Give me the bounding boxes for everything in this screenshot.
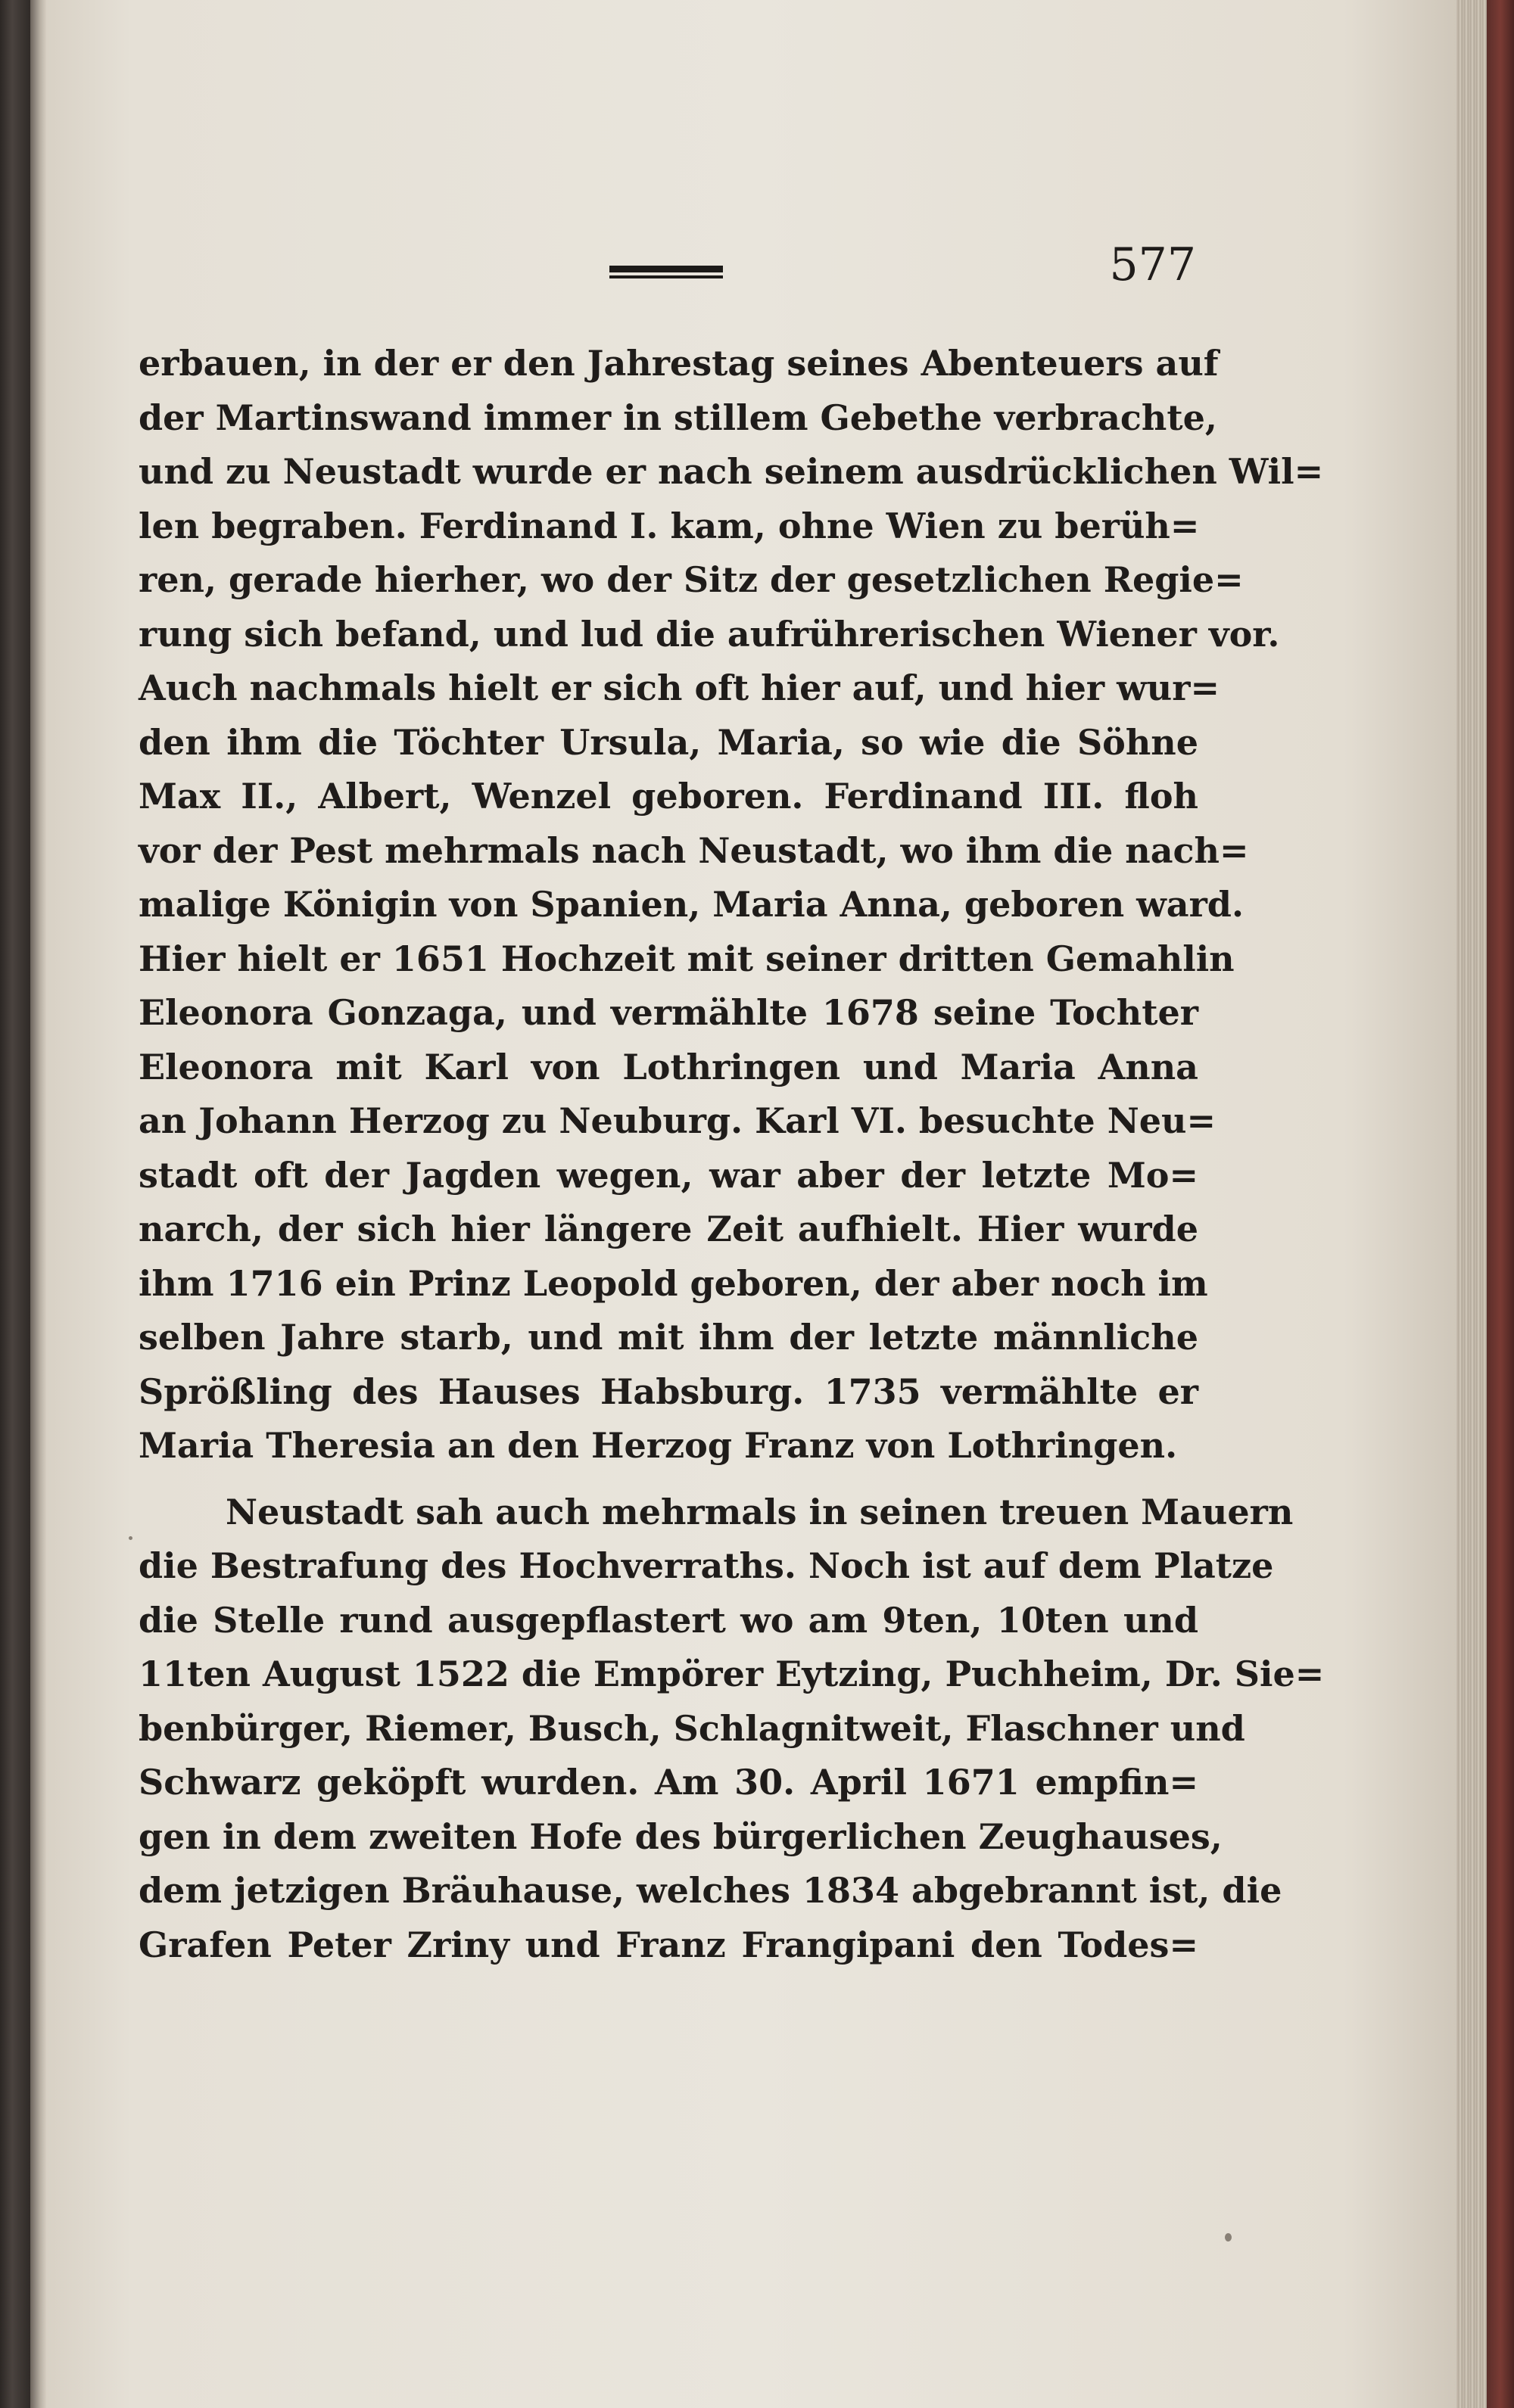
text-line: Eleonora Gonzaga, und vermählte 1678 seine Tochter — [139, 992, 1198, 1033]
paragraph-gap — [139, 1473, 1198, 1486]
header-rule-thick — [609, 266, 723, 272]
text-line: benbürger, Riemer, Busch, Schlagnitweit, Flaschner und — [139, 1707, 1245, 1749]
text-line: vor der Pest mehrmals nach Neustadt, wo ihm die nach= — [139, 829, 1249, 871]
text-line: narch, der sich hier längere Zeit aufhielt. Hier wurde — [139, 1209, 1198, 1249]
text-line: Auch nachmals hielt er sich oft hier auf, und hier wur= — [139, 667, 1220, 708]
text-line: 11ten August 1522 die Empörer Eytzing, Puchheim, Dr. Sie= — [139, 1654, 1325, 1694]
text-line: Eleonora mit Karl von Lothringen und Maria Anna — [139, 1046, 1198, 1087]
page-edges — [1456, 0, 1487, 2408]
text-line: Max II., Albert, Wenzel geboren. Ferdinand III. floh — [139, 776, 1198, 817]
text-line: die Stelle rund ausgepflastert wo am 9ten, 10ten und — [139, 1599, 1198, 1641]
text-line: an Johann Herzog zu Neuburg. Karl VI. besuchte Neu= — [139, 1100, 1216, 1141]
text-line: Hier hielt er 1651 Hochzeit mit seiner dritten Gemahlin — [139, 938, 1235, 979]
text-line: und zu Neustadt wurde er nach seinem ausdrücklichen Wil= — [139, 451, 1324, 492]
paragraph-2 — [139, 1486, 1325, 1973]
book-cover-right — [1487, 0, 1514, 2408]
text-line: rung sich befand, und lud die aufrührerischen Wiener vor. — [139, 613, 1280, 655]
text-line: gen in dem zweiten Hofe des bürgerlichen Zeughauses, — [139, 1815, 1223, 1857]
text-line: Neustadt sah auch mehrmals in seinen treuen Mauern — [226, 1491, 1294, 1532]
text-line: Schwarz geköpft wurden. Am 30. April 1671 empfin= — [139, 1762, 1198, 1803]
book-cover-left — [0, 0, 30, 2408]
text-line: stadt oft der Jagden wegen, war aber der letzte Mo= — [139, 1154, 1198, 1196]
text-line: Grafen Peter Zriny und Franz Frangipani den Todes= — [139, 1924, 1198, 1965]
paragraph-1 — [139, 337, 1324, 1473]
body-text — [139, 337, 1325, 1972]
text-line: len begraben. Ferdinand I. kam, ohne Wien zu berüh= — [139, 505, 1200, 546]
gutter-shadow — [30, 0, 47, 2408]
ink-smudge — [1225, 2233, 1232, 2242]
text-line: selben Jahre starb, und mit ihm der letzte männliche — [139, 1317, 1198, 1358]
header-rule — [609, 266, 723, 279]
text-line: ihm 1716 ein Prinz Leopold geboren, der aber noch im — [139, 1262, 1208, 1304]
text-line: dem jetzigen Bräuhause, welches 1834 abgebrannt ist, die — [139, 1870, 1282, 1911]
text-line: den ihm die Töchter Ursula, Maria, so wie die Söhne — [139, 721, 1198, 763]
text-line: Sprößling des Hauses Habsburg. 1735 vermählte er — [139, 1370, 1198, 1412]
text-line: erbauen, in der er den Jahrestag seines Abenteuers auf — [139, 343, 1219, 384]
page-number: 577 — [1109, 238, 1196, 291]
text-line: ren, gerade hierher, wo der Sitz der gesetzlichen Regie= — [139, 559, 1244, 600]
text-line: Maria Theresia an den Herzog Franz von Lothringen. — [139, 1425, 1178, 1466]
ink-smudge — [129, 1536, 132, 1540]
text-line: die Bestrafung des Hochverraths. Noch ist auf dem Platze — [139, 1545, 1274, 1586]
header-rule-thin — [609, 275, 723, 278]
text-line: der Martinswand immer in stillem Gebethe verbrachte, — [139, 397, 1217, 438]
text-line: malige Königin von Spanien, Maria Anna, geboren ward. — [139, 884, 1244, 925]
